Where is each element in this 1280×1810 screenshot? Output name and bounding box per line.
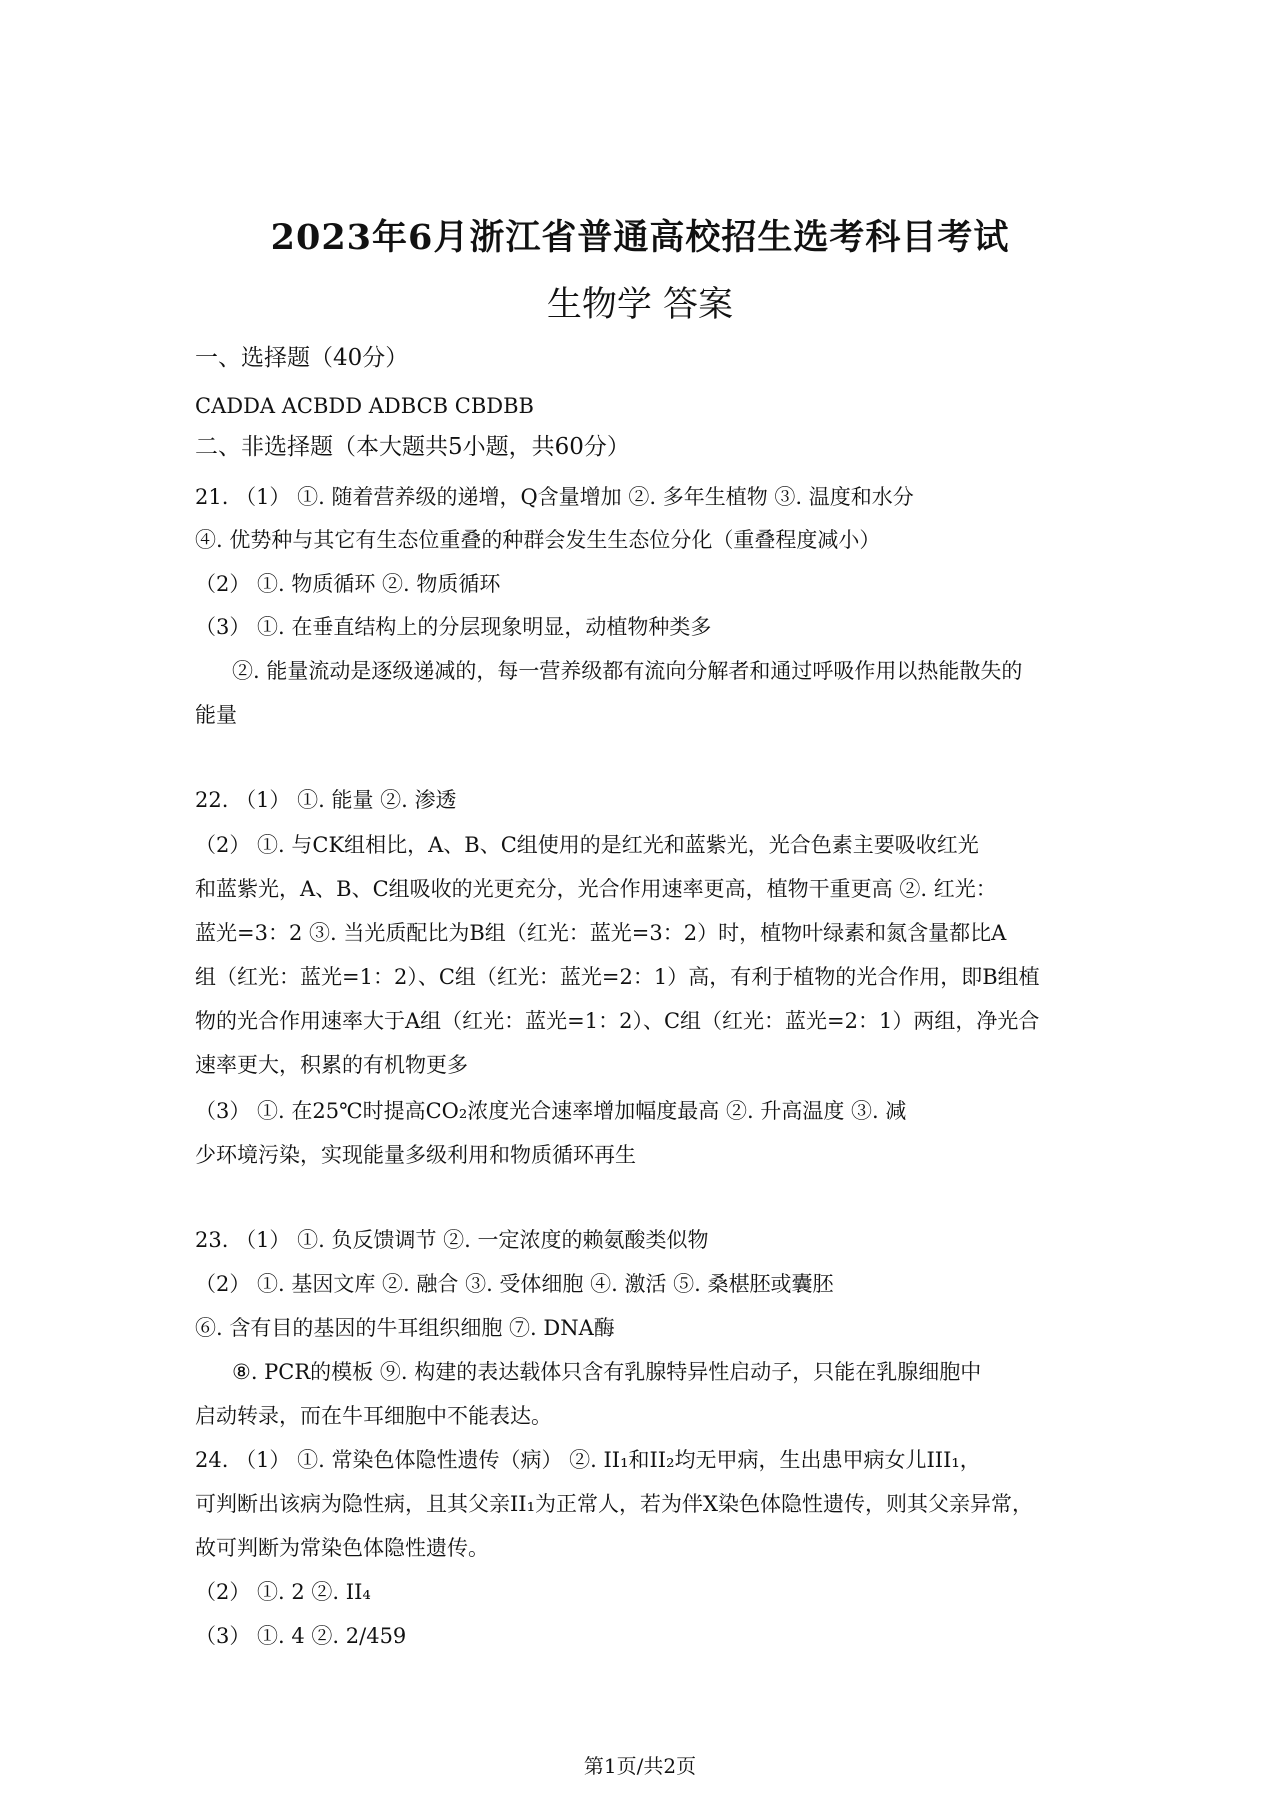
q22-line-3: 和蓝紫光，A、B、C组吸收的光更充分，光合作用速率更高，植物干重更高 ②. 红光： [195,877,997,901]
section-1-heading: 一、选择题（40分） [195,345,409,371]
q23-line-4: ⑧. PCR的模板 ⑨. 构建的表达载体只含有乳腺特异性启动子，只能在乳腺细胞中 [232,1360,982,1384]
q22-line-2: （2） ①. 与CK组相比，A、B、C组使用的是红光和蓝紫光，光合色素主要吸收红光 [195,833,979,857]
q23-line-2: （2） ①. 基因文库 ②. 融合 ③. 受体细胞 ④. 激活 ⑤. 桑椹胚或囊胚 [195,1272,834,1296]
q22-line-4: 蓝光=3：2 ③. 当光质配比为B组（红光：蓝光=3：2）时，植物叶绿素和氮含量都比A [195,921,1007,945]
q23-line-1: 23. （1） ①. 负反馈调节 ②. 一定浓度的赖氨酸类似物 [195,1228,709,1252]
q24-line-1: 24. （1） ①. 常染色体隐性遗传（病） ②. II₁和II₂均无甲病，生出患甲病女儿III₁， [195,1448,981,1472]
q21-line-3: （2） ①. 物质循环 ②. 物质循环 [195,572,501,596]
q22-line-7: 速率更大，积累的有机物更多 [195,1053,468,1077]
multiple-choice-answers: CADDA ACBDD ADBCB CBDBB [195,394,534,418]
q22-line-6: 物的光合作用速率大于A组（红光：蓝光=1：2）、C组（红光：蓝光=2：1）两组，净光合 [195,1009,1040,1033]
q24-line-2: 可判断出该病为隐性病，且其父亲II₁为正常人，若为伴X染色体隐性遗传，则其父亲异常， [195,1492,1033,1516]
q21-line-2: ④. 优势种与其它有生态位重叠的种群会发生生态位分化（重叠程度减小） [195,528,881,552]
q22-line-5: 组（红光：蓝光=1：2）、C组（红光：蓝光=2：1）高，有利于植物的光合作用，即B组植 [195,965,1040,989]
section-2-heading: 二、非选择题（本大题共5小题，共60分） [195,434,630,460]
q21-line-4: （3） ①. 在垂直结构上的分层现象明显，动植物种类多 [195,615,712,639]
q21-line-6: 能量 [195,703,237,727]
page-number: 第1页/共2页 [583,1754,697,1778]
q22-line-1: 22. （1） ①. 能量 ②. 渗透 [195,788,457,812]
q21-line-1: 21. （1） ①. 随着营养级的递增，Q含量增加 ②. 多年生植物 ③. 温度和水分 [195,485,914,509]
q22-line-9: 少环境污染，实现能量多级利用和物质循环再生 [195,1143,636,1167]
q24-line-4: （2） ①. 2 ②. II₄ [195,1580,371,1604]
q21-line-5: ②. 能量流动是逐级递减的，每一营养级都有流向分解者和通过呼吸作用以热能散失的 [232,659,1023,683]
page-title: 2023年6月浙江省普通高校招生选考科目考试 [270,217,1010,258]
q24-line-3: 故可判断为常染色体隐性遗传。 [195,1536,489,1560]
q24-line-5: （3） ①. 4 ②. 2/459 [195,1624,407,1648]
q23-line-5: 启动转录，而在牛耳细胞中不能表达。 [195,1404,552,1428]
page-subtitle: 生物学 答案 [546,285,734,325]
q22-line-8: （3） ①. 在25℃时提高CO₂浓度光合速率增加幅度最高 ②. 升高温度 ③. 减 [195,1099,907,1123]
q23-line-3: ⑥. 含有目的基因的牛耳组织细胞 ⑦. DNA酶 [195,1316,615,1340]
